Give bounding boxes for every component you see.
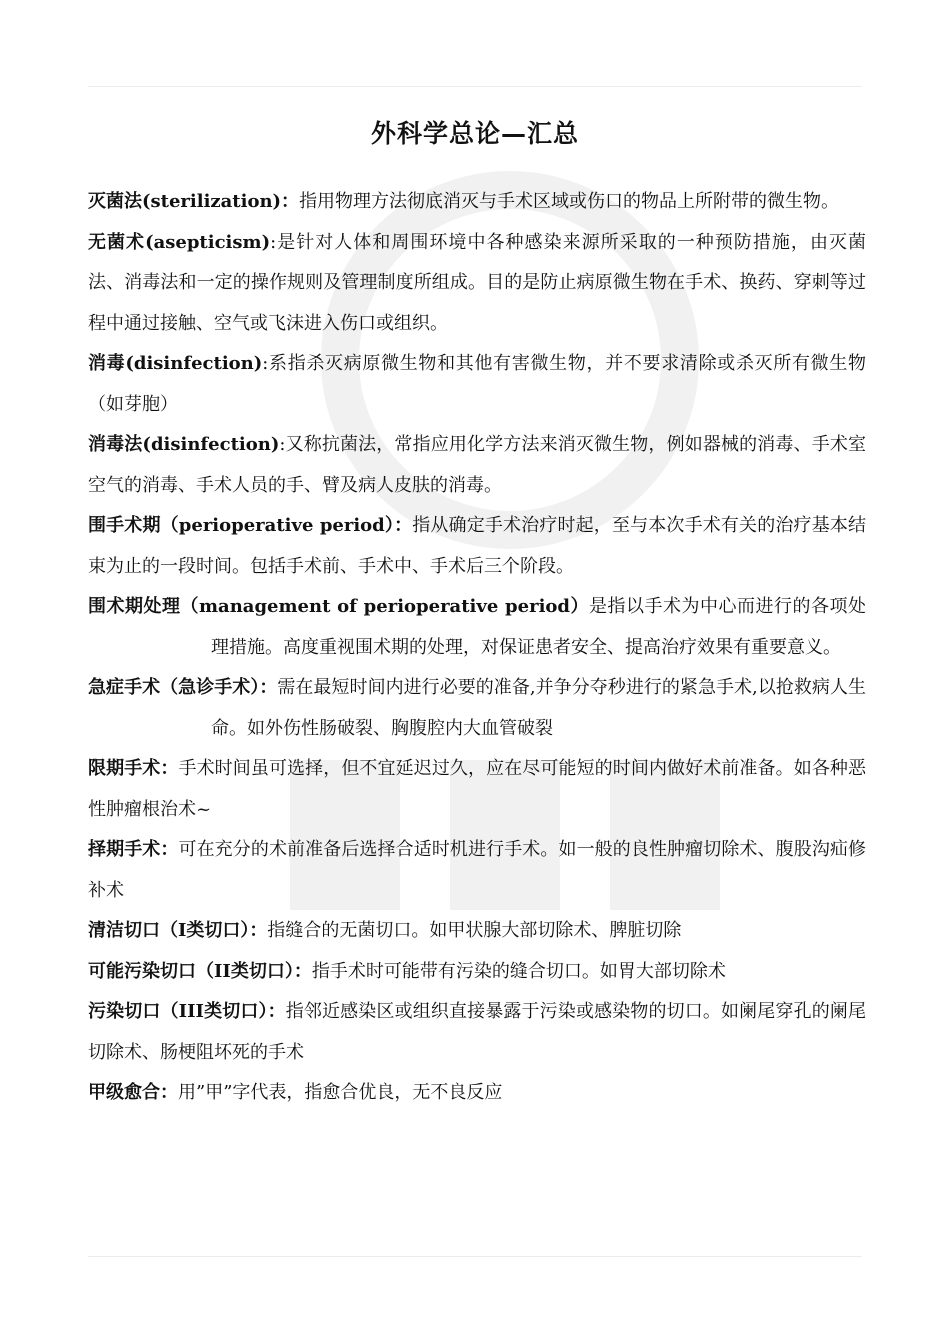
entry-term: 择期手术：	[88, 839, 179, 860]
header-divider	[88, 86, 862, 87]
entry-definition: 指手术时可能带有污染的缝合切口。如胃大部切除术	[311, 960, 726, 982]
entry-limited-surgery	[88, 749, 866, 830]
definition-list	[88, 182, 866, 1114]
entry-definition: :是针对人体和周围环境中各种感染来源所采取的一种预防措施，由灭菌法、消毒法和一定的操作规则及管理制度所组成。目的是防止病原微生物在手术、换药、穿刺等过程中通过接触、空气或飞沫进入伤口或组织。	[88, 231, 867, 334]
entry-definition: 指缝合的无菌切口。如甲状腺大部切除术、脾脏切除	[267, 920, 682, 941]
entry-clean-incision	[88, 911, 866, 952]
entry-term: 急症手术（急诊手术）：	[88, 677, 278, 698]
entry-term: 清洁切口（I类切口）：	[88, 920, 268, 941]
entry-definition: 手术时间虽可选择，但不宜延迟过久，应在尽可能短的时间内做好术前准备。如各种恶性肿瘤根治术~	[88, 758, 867, 820]
entry-definition: 指邻近感染区或组织直接暴露于污染或感染物的切口。如阑尾穿孔的阑尾切除术、肠梗阻坏死的手术	[88, 1001, 866, 1063]
entry-term: 消毒法(disinfection)	[88, 434, 280, 455]
entry-contaminated-incision	[88, 992, 866, 1073]
entry-term: 限期手术：	[88, 758, 179, 779]
entry-sterilization	[88, 182, 866, 223]
entry-elective-surgery	[88, 830, 866, 911]
entry-perioperative-management	[88, 587, 866, 668]
entry-disinfection	[88, 344, 866, 425]
entry-possibly-contaminated-incision	[88, 952, 866, 993]
entry-term: 无菌术(asepticism)	[88, 231, 271, 253]
entry-asepticism	[88, 223, 866, 345]
entry-definition: 用”甲”字代表，指愈合优良，无不良反应	[178, 1082, 503, 1103]
entry-term: 甲级愈合：	[88, 1082, 178, 1103]
entry-term: 围术期处理（management of perioperative period）	[88, 596, 590, 617]
entry-term: 围手术期（perioperative period）：	[88, 515, 413, 536]
entry-definition: 指从确定手术治疗时起，至与本次手术有关的治疗基本结束为止的一段时间。包括手术前、手术中、手术后三个阶段。	[88, 515, 866, 577]
entry-disinfection-method	[88, 425, 866, 506]
entry-term: 污染切口（III类切口）：	[88, 1001, 286, 1022]
entry-perioperative-period	[88, 506, 866, 587]
page-title: 外科学总论—汇总	[370, 119, 579, 148]
entry-emergency-surgery	[88, 668, 866, 749]
entry-definition: 指用物理方法彻底消灭与手术区域或伤口的物品上所附带的微生物。	[299, 191, 840, 212]
entry-term: 消毒(disinfection)	[88, 353, 263, 374]
entry-term: 灭菌法(sterilization)：	[88, 191, 300, 212]
entry-definition: :又称抗菌法，常指应用化学方法来消灭微生物，例如器械的消毒、手术室空气的消毒、手术人员的手、臂及病人皮肤的消毒。	[88, 434, 867, 496]
entry-term: 可能污染切口（II类切口）：	[88, 960, 312, 982]
entry-definition: 需在最短时间内进行必要的准备,并争分夺秒进行的紧急手术,以抢救病人生命。如外伤性肠破裂、胸腹腔内大血管破裂	[211, 677, 866, 739]
footer-divider	[88, 1256, 862, 1257]
entry-definition: :系指杀灭病原微生物和其他有害微生物，并不要求清除或杀灭所有微生物（如芽胞）	[88, 353, 867, 415]
entry-definition: 是指以手术为中心而进行的各项处理措施。高度重视围术期的处理，对保证患者安全、提高治疗效果有重要意义。	[211, 596, 867, 658]
entry-grade-a-healing	[88, 1073, 866, 1114]
entry-definition: 可在充分的术前准备后选择合适时机进行手术。如一般的良性肿瘤切除术、腹股沟疝修补术	[88, 839, 867, 901]
